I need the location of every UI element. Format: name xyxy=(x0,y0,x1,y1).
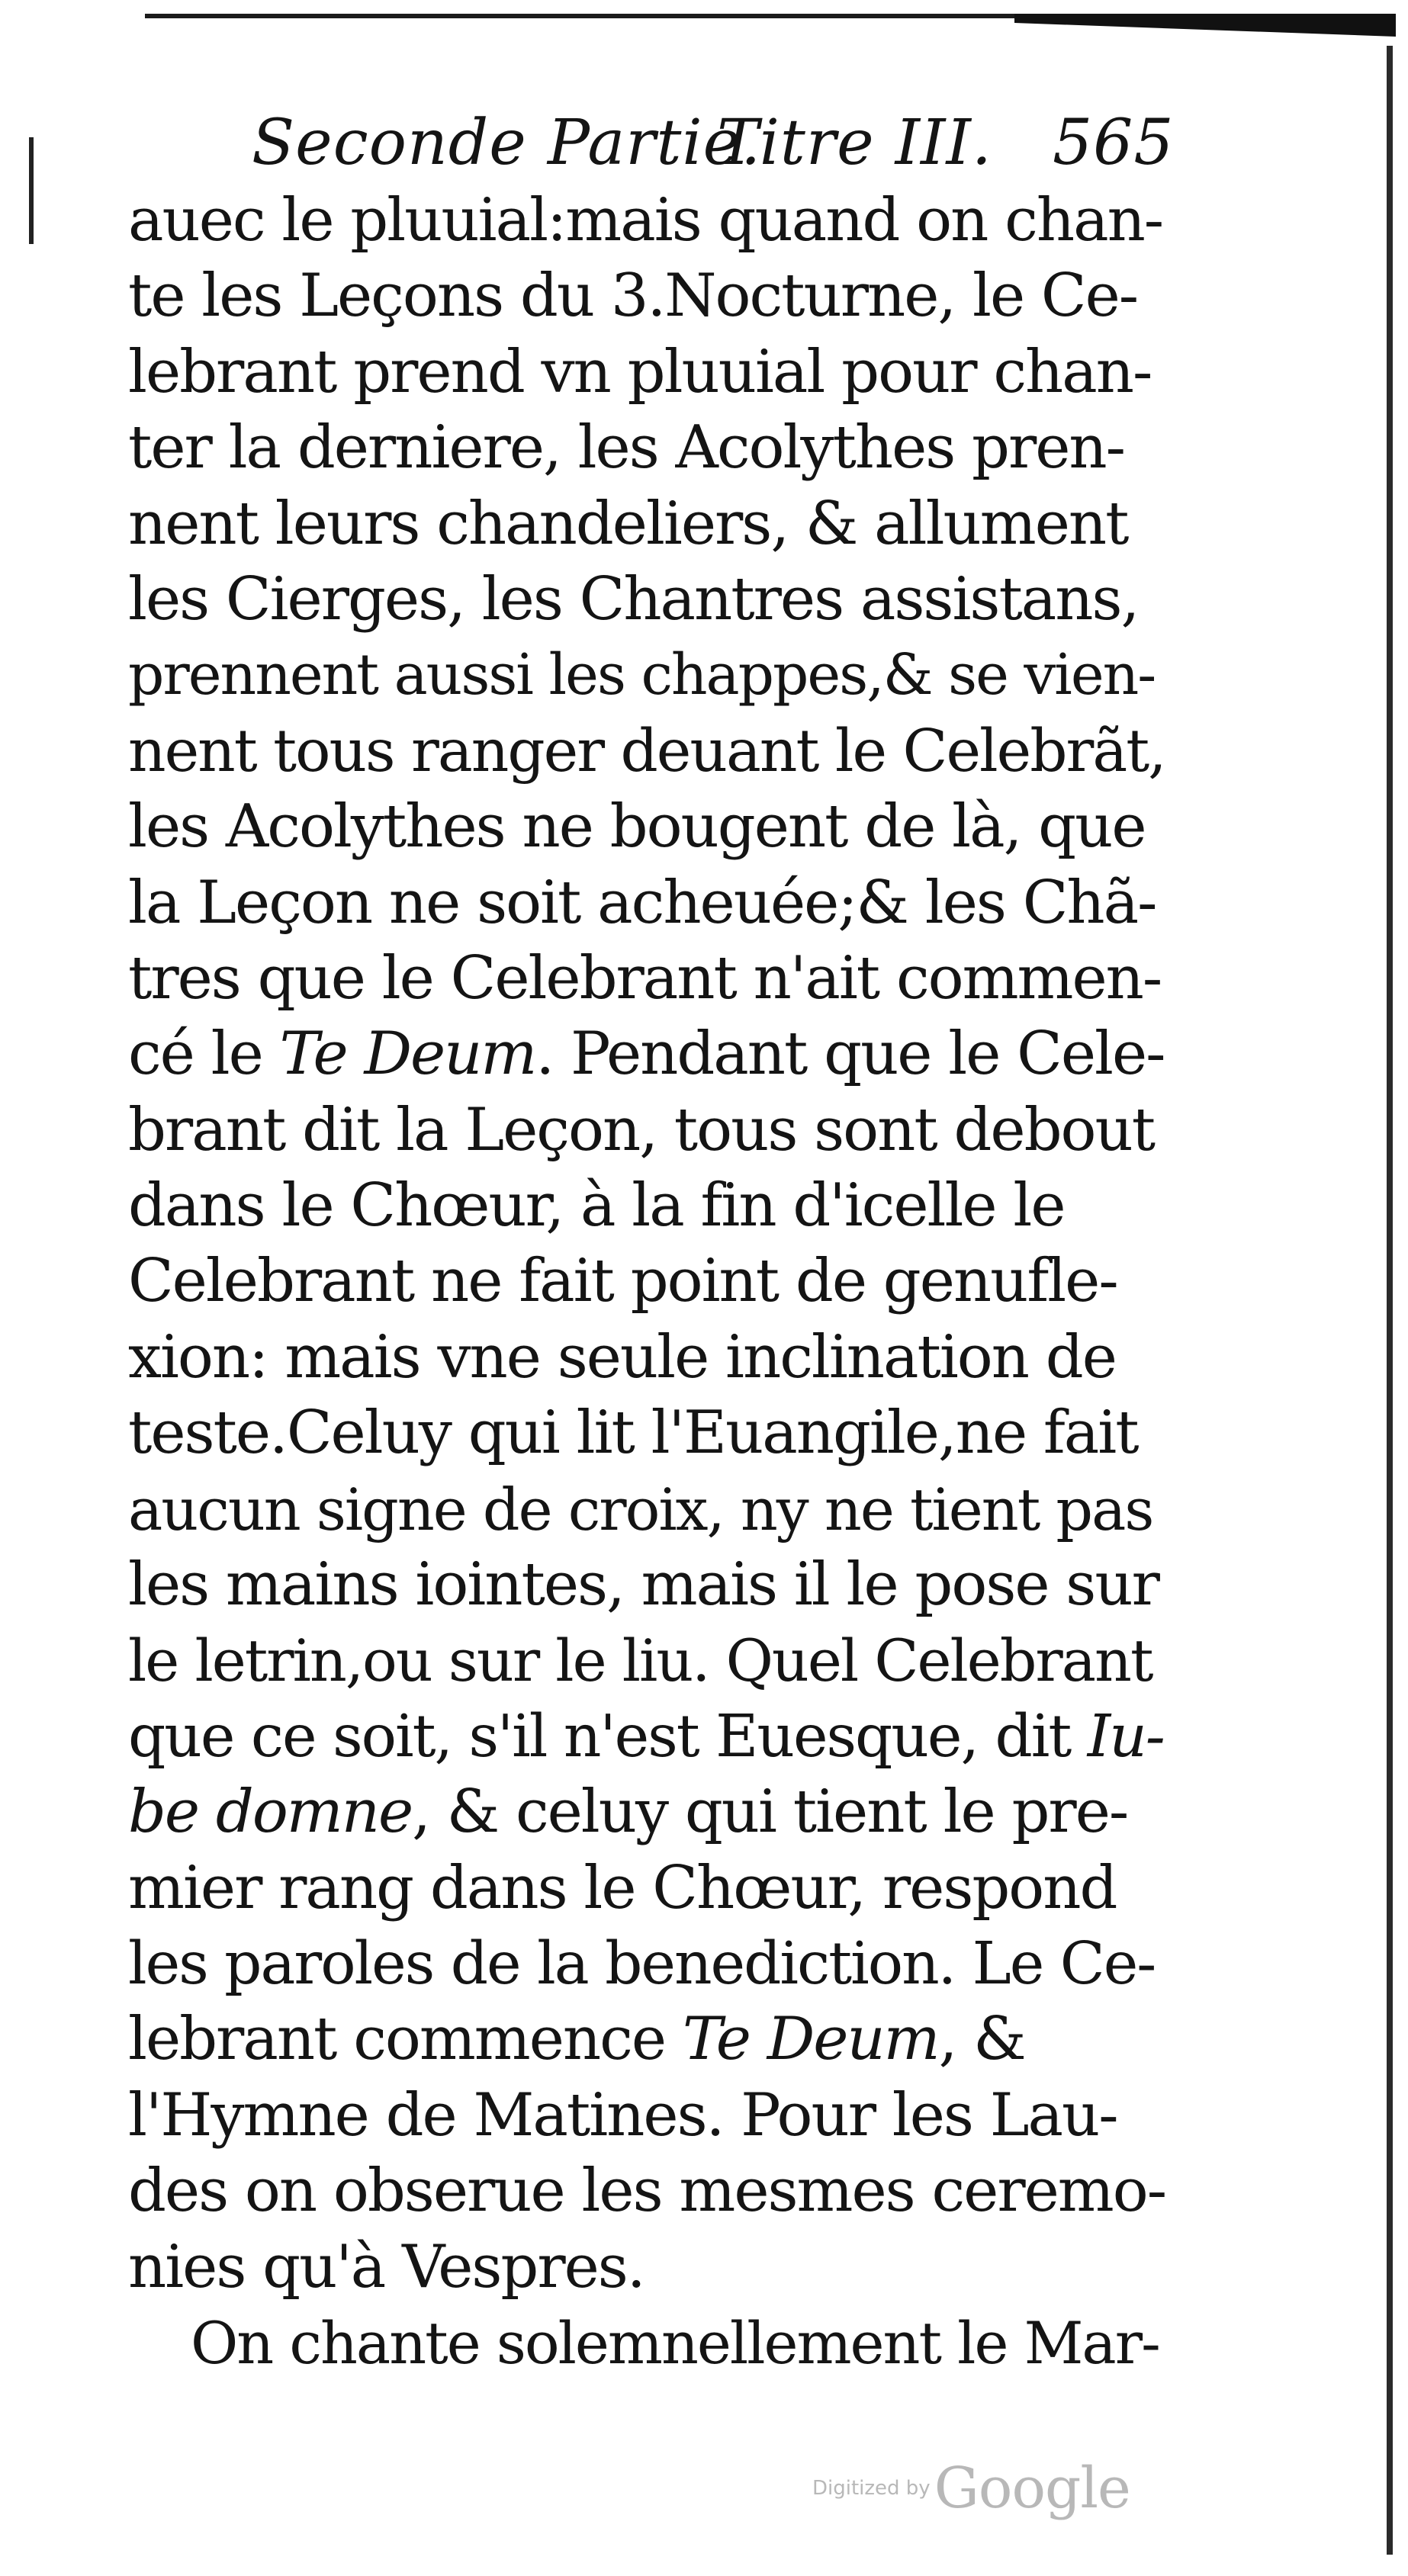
text-line xyxy=(128,1168,1165,1244)
running-header xyxy=(252,107,1243,191)
text-run: les mains iointes, mais il le pose sur xyxy=(128,1550,1159,1620)
watermark-prefix: Digitized by xyxy=(812,2477,931,2500)
body-text xyxy=(128,183,1165,2381)
text-line xyxy=(128,789,1165,865)
page-left-edge-mark xyxy=(29,137,34,244)
italic-run: Te Deum xyxy=(682,2005,939,2074)
text-line xyxy=(128,2078,1165,2154)
text-line xyxy=(128,2002,1165,2077)
text-run: teste.Celuy qui lit l'Euangile,ne fait xyxy=(128,1399,1138,1468)
text-line xyxy=(128,487,1165,562)
text-run: lebrant commence xyxy=(128,2005,683,2074)
text-line xyxy=(128,1775,1165,1850)
text-run: les paroles de la benediction. Le Ce- xyxy=(128,1929,1156,1998)
text-line xyxy=(128,2305,1165,2381)
page-right-edge xyxy=(1387,46,1393,2555)
text-run: les Cierges, les Chantres assistans, xyxy=(128,564,1139,634)
text-run: nent leurs chandeliers, & allument xyxy=(128,489,1128,558)
italic-run: Iu- xyxy=(1087,1702,1164,1771)
text-run: nent tous ranger deuant le Celebrãt, xyxy=(128,717,1165,785)
text-run: dans le Chœur, à la fin d'icelle le xyxy=(128,1171,1065,1241)
text-line xyxy=(128,1093,1165,1168)
text-run: le letrin,ou sur le liu. Quel Celebrant xyxy=(128,1627,1152,1695)
text-line xyxy=(128,638,1165,713)
text-run: la Leçon ne soit acheuée;& les Chã- xyxy=(128,868,1156,937)
text-line xyxy=(128,2230,1165,2305)
text-run: , & xyxy=(938,2005,1025,2074)
text-line xyxy=(128,1851,1165,1926)
text-run: Celebrant ne fait point de genufle- xyxy=(128,1247,1117,1316)
text-run: nies qu'à Vespres. xyxy=(128,2232,645,2301)
google-logo: Google xyxy=(934,2456,1130,2521)
header-section: Seconde Partie. xyxy=(252,107,762,179)
text-line xyxy=(128,1320,1165,1396)
text-run: cé le xyxy=(128,1020,280,1089)
text-line xyxy=(128,941,1165,1017)
text-line xyxy=(128,410,1165,486)
text-run: tres que le Celebrant n'ait commen- xyxy=(128,943,1162,1013)
text-line xyxy=(128,1472,1165,1547)
digitized-watermark xyxy=(812,2456,1130,2524)
page-number: 565 xyxy=(1053,107,1175,179)
text-run: , & celuy qui tient le pre- xyxy=(412,1778,1128,1847)
italic-run: Te Deum xyxy=(279,1020,536,1089)
text-line xyxy=(128,1699,1165,1775)
text-run: mier rang dans le Chœur, respond xyxy=(128,1853,1117,1922)
header-title: Titre III. xyxy=(717,107,992,179)
text-line xyxy=(128,183,1165,259)
text-line xyxy=(128,1623,1165,1698)
text-line xyxy=(128,2154,1165,2229)
text-run: auec le pluuial:mais quand on chan- xyxy=(128,186,1163,255)
text-line xyxy=(128,1244,1165,1319)
text-run: brant dit la Leçon, tous sont debout xyxy=(128,1095,1155,1164)
text-line xyxy=(128,1017,1165,1092)
italic-run: be domne xyxy=(128,1778,413,1847)
text-run: l'Hymne de Matines. Pour les Lau- xyxy=(128,2080,1117,2150)
text-run: des on obserue les mesmes ceremo- xyxy=(128,2157,1166,2226)
text-run: xion: mais vne seule inclination de xyxy=(128,1322,1116,1392)
text-run: prennent aussi les chappes,& se vien- xyxy=(128,642,1156,708)
text-run: les Acolythes ne bougent de là, que xyxy=(128,792,1146,862)
text-line xyxy=(128,1396,1165,1471)
text-line xyxy=(128,866,1165,941)
text-line xyxy=(128,1926,1165,2002)
text-run: aucun signe de croix, ny ne tient pas xyxy=(128,1475,1153,1543)
text-run: On chante solemnellement le Mar- xyxy=(191,2308,1159,2377)
text-run: ter la derniere, les Acolythes pren- xyxy=(128,413,1125,483)
text-run: que ce soit, s'il n'est Euesque, dit xyxy=(128,1702,1088,1771)
text-run: te les Leçons du 3.Nocturne, le Ce- xyxy=(128,262,1138,331)
text-run: . Pendant que le Cele- xyxy=(535,1020,1165,1089)
text-line xyxy=(128,259,1165,334)
text-run: lebrant prend vn pluuial pour chan- xyxy=(128,337,1152,406)
text-line xyxy=(128,562,1165,638)
page-top-corner-shadow xyxy=(1014,14,1396,37)
text-line xyxy=(128,714,1165,789)
text-line xyxy=(128,1547,1165,1623)
text-line xyxy=(128,335,1165,410)
